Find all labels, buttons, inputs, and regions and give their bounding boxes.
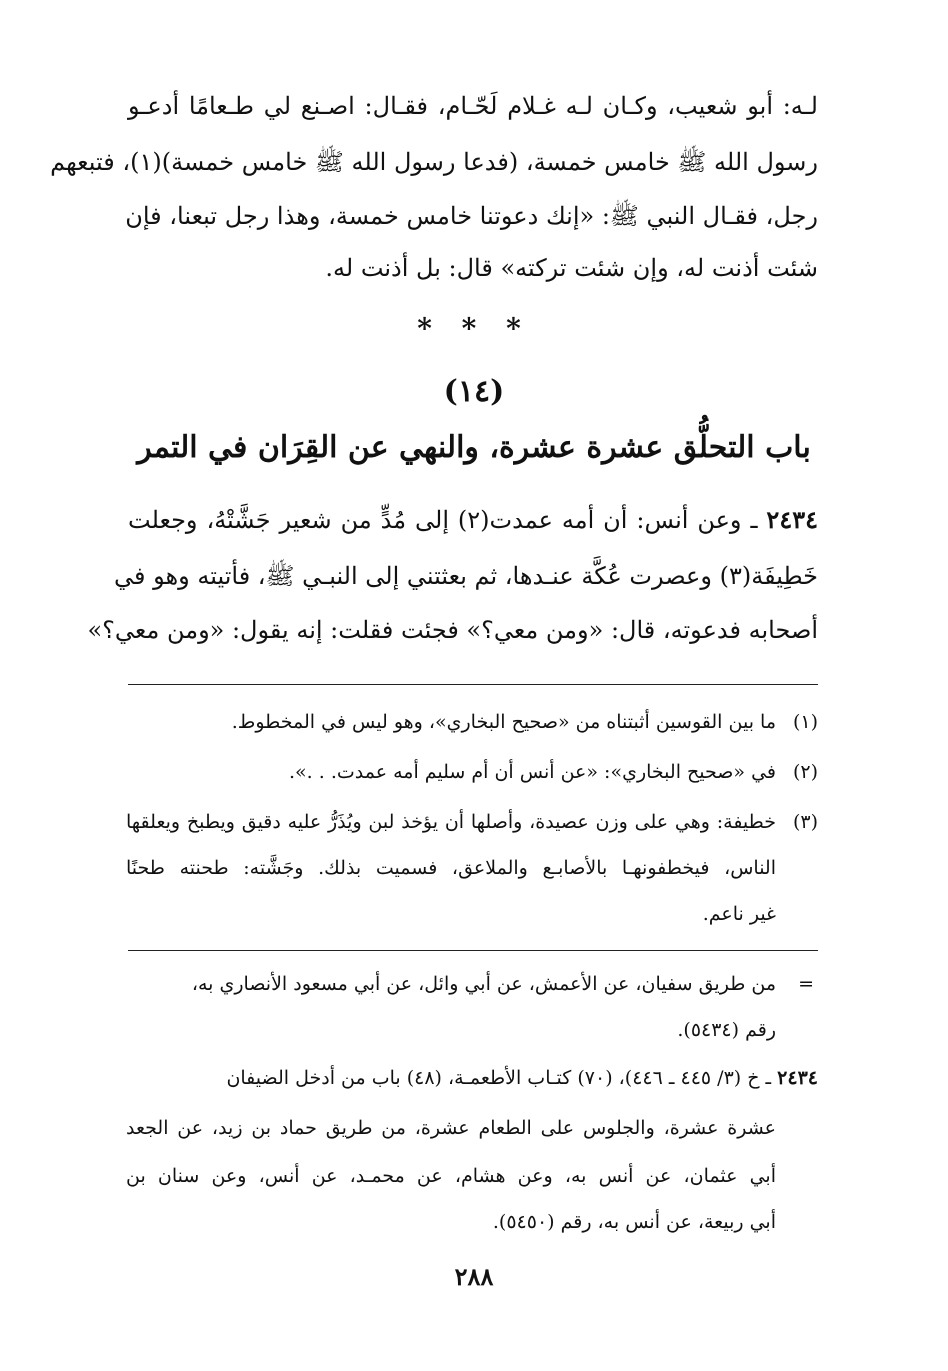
takhrij-text: ـ خ (٣/ ٤٤٥ ـ ٤٤٦)، (٧٠) كتـاب الأطعمـة، (٤٨) باب من أدخل الضيفان <box>226 1067 772 1089</box>
chapter-number: (١٤) <box>443 374 505 409</box>
footnote-rule <box>128 684 818 685</box>
takhrij-line: رقم (٥٤٣٤). <box>677 1019 776 1041</box>
footnote-marker: (٣) <box>792 811 818 833</box>
footnote-line: غير ناعم. <box>702 903 776 925</box>
chapter-title: باب التحلُّق عشرة عشرة، والنهي عن القِرَان في التمر <box>137 430 811 465</box>
takhrij-rule <box>128 950 818 951</box>
continuation-marker: = <box>798 973 814 995</box>
takhrij-number: ٢٤٣٤ <box>777 1067 818 1089</box>
footnote-line: ما بين القوسين أثبتناه من «صحيح البخاري»، وهو ليس في المخطوط. <box>231 711 776 733</box>
intro-line: شئت أذنت له، وإن شئت تركته» قال: بل أذنت له. <box>325 254 818 282</box>
footnote-line: خطيفة: وهي على وزن عصيدة، وأصلها أن يؤخذ لبن ويُذَرُّ عليه دقيق ويطبخ ويعلقها <box>126 811 776 833</box>
takhrij-line: أبي ربيعة، عن أنس به، رقم (٥٤٥٠). <box>492 1211 776 1233</box>
footnote-line: الناس، فيخطفونهـا بالأصابـع والملاعق، فسميت بذلك. وجَشَّته: طحنته طحنًا <box>126 857 776 879</box>
takhrij-line <box>126 1062 818 1094</box>
takhrij-line: عشرة عشرة، والجلوس على الطعام عشرة، من طريق حماد بن زيد، عن الجعد <box>126 1117 776 1139</box>
intro-line: رسول الله ﷺ خامس خمسة، (فدعا رسول الله ﷺ خامس خمسة)(١)، فتبعهم <box>50 148 818 176</box>
footnote-marker: (٢) <box>792 761 818 783</box>
intro-line: لـه: أبو شعيب، وكـان لـه غـلام لَحّـام، فقـال: اصـنع لي طـعامًا أدعـو <box>128 92 818 120</box>
footnote-marker: (١) <box>792 711 818 733</box>
hadith-line: أصحابه فدعوته، قال: «ومن معي؟» فجئت فقلت: إنه يقول: «ومن معي؟» <box>87 616 818 644</box>
intro-line: رجل، فقـال النبي ﷺ: «إنك دعوتنا خامس خمسة، وهذا رجل تبعنا، فإن <box>125 202 818 230</box>
hadith-line <box>128 500 818 540</box>
hadith-line: خَطِيفَة(٣) وعصرت عُكَّة عنـدها، ثم بعثتني إلى النبـي ﷺ، فأتيته وهو في <box>113 562 818 590</box>
takhrij-line: أبي عثمان، عن أنس به، وعن هشام، عن محمـد، عن أنس، وعن سنان بن <box>126 1165 776 1187</box>
takhrij-line: من طريق سفيان، عن الأعمش، عن أبي وائل، عن أبي مسعود الأنصاري به، <box>191 973 776 995</box>
hadith-number: ٢٤٣٤ <box>766 505 818 534</box>
footnote-line: في «صحيح البخاري»: «عن أنس أن أم سليم أمه عمدت. . .». <box>289 761 776 783</box>
page-number: ٢٨٨ <box>454 1262 494 1291</box>
hadith-text: ـ وعن أنس: أن أمه عمدت(٢) إلى مُدٍّ من شعير جَشَّتْهُ، وجعلت <box>128 506 758 534</box>
section-separator: * * * <box>417 312 531 345</box>
